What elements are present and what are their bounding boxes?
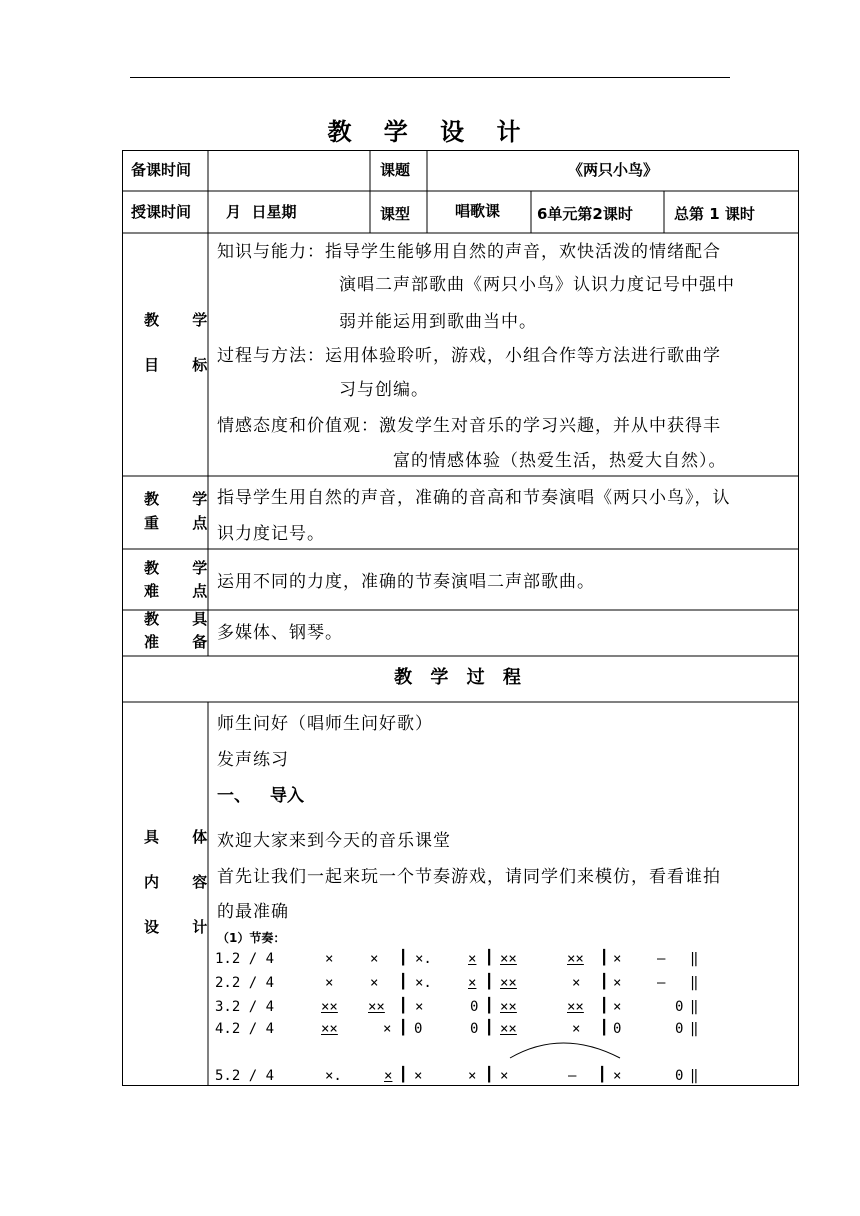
rhythm-note: × [415,999,424,1015]
objectives-line: 富的情感体验（热爱生活，热爱大自然）。 [393,451,727,471]
rhythm-barline: ┃ [600,1020,609,1036]
rhythm-number: 4.2 / 4 [215,1021,275,1037]
rhythm-barline: ┃ [399,950,408,966]
rhythm-barline: ┃ [485,974,494,990]
rhythm-note: ×× [368,999,385,1015]
objectives-line: 弱并能运用到歌曲当中。 [339,312,537,332]
rhythm-barline: ┃ [399,1067,408,1083]
objectives-line: 知识与能力：指导学生能够用自然的声音，欢快活泼的情绪配合 [217,242,721,262]
key-points-label-2: 重 点 [144,514,222,532]
content-label-1: 具 体 [144,828,222,846]
rhythm-note: ×× [500,975,517,991]
unit-value: 6单元第2课时 [537,205,633,223]
rhythm-end-barline: ‖ [690,999,699,1015]
rhythm-note: 0 [675,1021,684,1037]
rhythm-barline: ┃ [399,998,408,1014]
rhythm-note: ×× [500,1021,517,1037]
rhythm-note: × [500,1068,509,1084]
rhythm-note: ×× [567,999,584,1015]
rhythm-note: × [384,1068,393,1084]
rhythm-note: × [572,1021,581,1037]
rhythm-note: 0 [613,1021,622,1037]
rhythm-number: 1.2 / 4 [215,951,275,967]
topic-label: 课题 [380,161,411,179]
rhythm-note: × [370,951,379,967]
rhythm-note: × [572,975,581,991]
rhythm-note: ×× [321,1021,338,1037]
rhythm-barline: ┃ [600,998,609,1014]
rhythm-barline: ┃ [399,1020,408,1036]
rhythm-note: ×× [500,999,517,1015]
objectives-line: 演唱二声部歌曲《两只小鸟》认识力度记号中强中 [339,275,735,295]
rhythm-note: ×× [321,999,338,1015]
tools-label-2: 准 备 [144,633,222,651]
rhythm-note: × [468,1068,477,1084]
content-line: 发声练习 [217,750,289,770]
rhythm-barline: ┃ [485,950,494,966]
tools-label-1: 教 具 [144,610,222,628]
rhythm-barline: ┃ [598,1067,607,1083]
rhythm-end-barline: ‖ [690,1021,699,1037]
key-points-label-1: 教 学 [144,490,222,508]
rhythm-note: ×. [325,1068,342,1084]
objectives-line: 情感态度和价值观：激发学生对音乐的学习兴趣，并从中获得丰 [217,416,721,436]
section-heading-text: 导入 [270,786,304,806]
difficulty-label-1: 教 学 [144,559,222,577]
difficulty-label-2: 难 点 [144,582,222,600]
rhythm-note: ×. [415,951,432,967]
difficulty-line: 运用不同的力度，准确的节奏演唱二声部歌曲。 [217,572,595,592]
type-label: 课型 [380,205,411,223]
rhythm-note: ×× [567,951,584,967]
rhythm-note: × [613,999,622,1015]
rhythm-note: 0 [470,1021,479,1037]
rhythm-note: × [383,1021,392,1037]
rhythm-note: × [613,951,622,967]
tools-line: 多媒体、钢琴。 [217,623,343,643]
total-lessons-value: 总第 1 课时 [674,205,755,223]
objectives-line: 习与创编。 [339,380,429,400]
rhythm-barline: ┃ [600,950,609,966]
rhythm-end-barline: ‖ [690,1068,699,1084]
rhythm-note: 0 [470,999,479,1015]
page-title: 教 学 设 计 [327,117,533,146]
teach-time-label: 授课时间 [131,203,192,221]
rhythm-note: × [370,975,379,991]
rhythm-note: 0 [414,1021,423,1037]
rhythm-barline: ┃ [485,1020,494,1036]
rhythm-number: 2.2 / 4 [215,975,275,991]
rhythm-note: × [325,975,334,991]
rhythm-note: ×. [415,975,432,991]
content-line: 首先让我们一起来玩一个节奏游戏，请同学们来模仿，看看谁拍 [217,867,721,887]
rhythm-note: × [613,975,622,991]
process-title: 教 学 过 程 [394,667,527,688]
rhythm-barline: ┃ [600,974,609,990]
rhythm-note: × [468,975,477,991]
rhythm-note: × [613,1068,622,1084]
objectives-label-2: 目 标 [144,356,222,374]
type-value: 唱歌课 [455,202,501,220]
rhythm-note: — [568,1068,577,1084]
objectives-line: 过程与方法：运用体验聆听，游戏，小组合作等方法进行歌曲学 [217,346,721,366]
rhythm-barline: ┃ [485,1067,494,1083]
header-rule [130,77,730,78]
rhythm-title: （1）节奏： [217,931,286,945]
key-points-line: 识力度记号。 [217,524,325,544]
rhythm-barline: ┃ [399,974,408,990]
rhythm-note: — [657,975,666,991]
key-points-line: 指导学生用自然的声音，准确的音高和节奏演唱《两只小鸟》，认 [217,488,731,508]
rhythm-barline: ┃ [485,998,494,1014]
content-label-2: 内 容 [144,873,222,891]
rhythm-end-barline: ‖ [690,951,699,967]
content-line: 师生问好（唱师生问好歌） [217,714,433,734]
content-line: 欢迎大家来到今天的音乐课堂 [217,831,451,851]
rhythm-end-barline: ‖ [690,975,699,991]
rhythm-number: 5.2 / 4 [215,1068,275,1084]
content-label-3: 设 计 [144,918,222,936]
topic-value: 《两只小鸟》 [567,161,658,179]
rhythm-number: 3.2 / 4 [215,999,275,1015]
teach-time-value: 月 日星期 [226,203,297,221]
rhythm-note: × [414,1068,423,1084]
section-heading-number: 一、 [217,786,251,806]
rhythm-note: × [468,951,477,967]
content-line: 的最准确 [217,902,289,922]
objectives-label-1: 教 学 [144,311,222,329]
rhythm-note: — [657,951,666,967]
rhythm-note: ×× [500,951,517,967]
rhythm-note: 0 [675,999,684,1015]
rhythm-note: × [325,951,334,967]
lesson-plan-table [122,150,799,1086]
prep-time-label: 备课时间 [131,161,192,179]
rhythm-note: 0 [675,1068,684,1084]
